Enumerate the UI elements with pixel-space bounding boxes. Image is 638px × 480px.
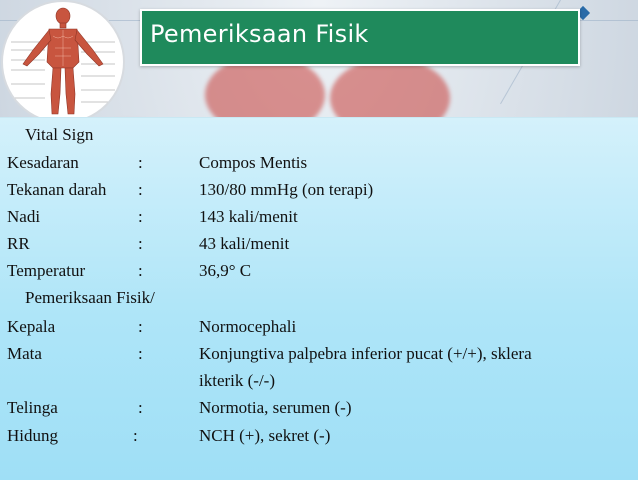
- colon: :: [138, 261, 143, 280]
- vital-label: Temperatur: [7, 261, 86, 280]
- exam-value: Normocephali: [199, 317, 297, 336]
- exam-value: Normotia, serumen (-): [199, 398, 352, 417]
- anatomy-figure-image: [3, 2, 123, 122]
- exam-value: NCH (+), sekret (-): [199, 426, 331, 445]
- vital-value: 143 kali/menit: [199, 207, 298, 226]
- colon: :: [138, 234, 143, 253]
- physical-exam-row: [0, 344, 638, 368]
- colon: :: [138, 153, 143, 172]
- exam-label: Kepala: [7, 317, 56, 336]
- exam-label: Mata: [7, 344, 42, 363]
- vital-label: Tekanan darah: [7, 180, 107, 199]
- vital-sign-row: [0, 153, 638, 177]
- colon: :: [138, 180, 143, 199]
- exam-value: Konjungtiva palpebra inferior pucat (+/+), sklera: [199, 344, 532, 363]
- vital-sign-row: [0, 234, 638, 258]
- physical-exam-heading: Pemeriksaan Fisik/: [25, 288, 155, 307]
- vital-label: RR: [7, 234, 30, 253]
- vital-sign-row: [0, 207, 638, 231]
- vital-sign-heading: Vital Sign: [25, 125, 94, 144]
- exam-value-continuation: ikterik (-/-): [199, 371, 275, 390]
- vital-label: Kesadaran: [7, 153, 79, 172]
- vital-value: Compos Mentis: [199, 153, 308, 172]
- physical-exam-row: [0, 317, 638, 341]
- colon: :: [138, 207, 143, 226]
- vital-label: Nadi: [7, 207, 41, 226]
- vital-sign-row: [0, 180, 638, 204]
- physical-exam-row-continuation: [0, 371, 638, 395]
- colon: :: [138, 317, 143, 336]
- anatomy-image-circle: [1, 0, 125, 124]
- vital-value: 36,9° C: [199, 261, 252, 280]
- physical-exam-row: [0, 426, 638, 450]
- exam-label: Telinga: [7, 398, 58, 417]
- colon: :: [138, 398, 143, 417]
- physical-exam-row: [0, 398, 638, 422]
- colon: :: [133, 426, 138, 445]
- content-panel: [0, 117, 638, 480]
- vital-sign-row: [0, 261, 638, 285]
- vital-sign-heading-row: [0, 125, 638, 149]
- physical-exam-heading-row: [0, 288, 638, 312]
- exam-label: Hidung: [7, 426, 58, 445]
- vital-value: 130/80 mmHg (on terapi): [199, 180, 374, 199]
- title-bar: [140, 9, 580, 66]
- colon: :: [138, 344, 143, 363]
- vital-value: 43 kali/menit: [199, 234, 290, 253]
- page-title: Pemeriksaan Fisik: [150, 20, 369, 48]
